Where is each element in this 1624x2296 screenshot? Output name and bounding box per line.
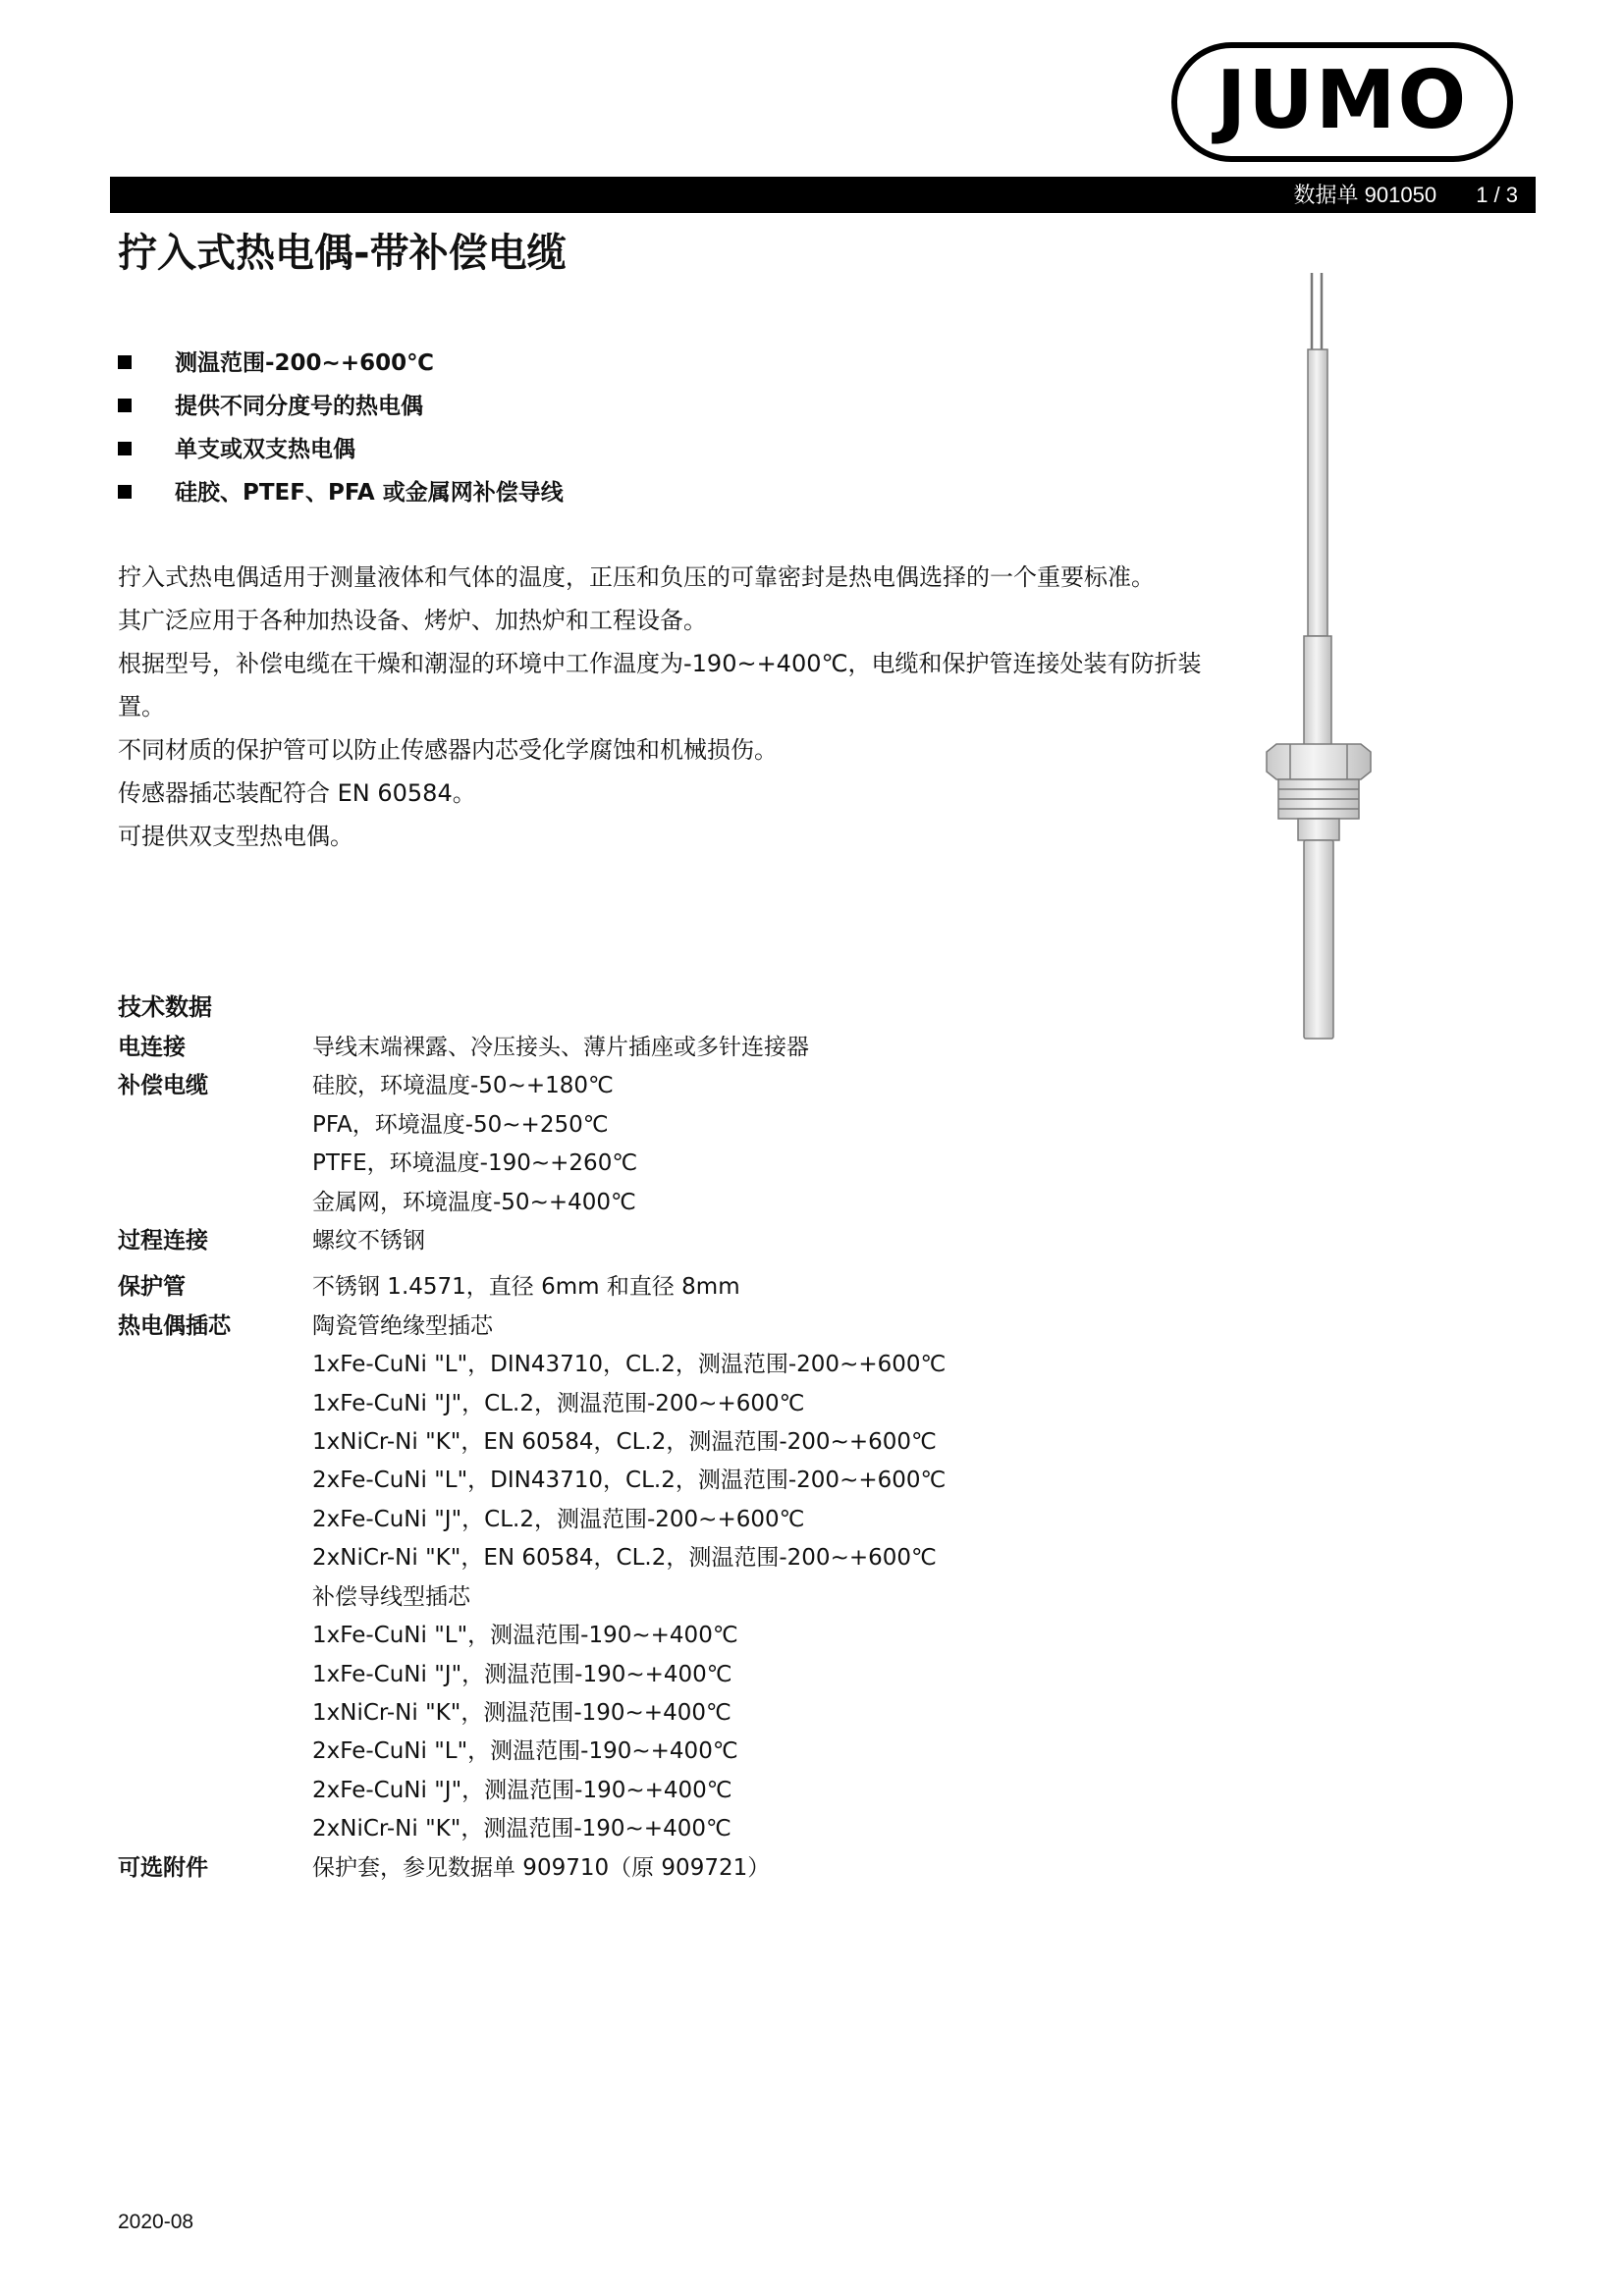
- intro-line: 置。: [118, 693, 165, 721]
- spec-value-line: 导线末端裸露、冷压接头、薄片插座或多针连接器: [312, 1035, 809, 1060]
- spec-value-line: 1xFe-CuNi "J"，测温范围-190~+400℃: [312, 1661, 732, 1687]
- feature-item: 单支或双支热电偶: [118, 428, 564, 471]
- spec-value-line: 1xNiCr-Ni "K"，测温范围-190~+400℃: [312, 1699, 731, 1726]
- feature-item: 测温范围-200~+600℃: [118, 342, 564, 385]
- intro-text: [118, 556, 1218, 858]
- spec-row: [118, 1067, 946, 1222]
- bullet-icon: [118, 355, 132, 369]
- spec-value: [312, 1222, 946, 1260]
- spec-row: [118, 1222, 946, 1260]
- intro-line: 根据型号，补偿电缆在干燥和潮湿的环境中工作温度为-190~+400℃，电缆和保护管连接处装有防折装: [118, 650, 1202, 677]
- footer-date: 2020-08: [118, 2211, 194, 2233]
- spec-row: [118, 1268, 946, 1307]
- spec-value-line: 1xFe-CuNi "L"，DIN43710，CL.2，测温范围-200~+600℃: [312, 1352, 947, 1378]
- spec-value-line: 2xNiCr-Ni "K"，测温范围-190~+400℃: [312, 1816, 731, 1842]
- spec-value-line: 陶瓷管绝缘型插芯: [312, 1312, 493, 1339]
- spec-value: [312, 1268, 946, 1307]
- spec-value-line: 螺纹不锈钢: [312, 1228, 425, 1255]
- thermocouple-illustration: [1257, 273, 1384, 1058]
- spec-value: [312, 1849, 946, 1888]
- spec-value-line: 2xFe-CuNi "L"，测温范围-190~+400℃: [312, 1738, 738, 1765]
- bullet-icon: [118, 399, 132, 412]
- header-bar: [110, 177, 1536, 213]
- intro-line: 拧入式热电偶适用于测量液体和气体的温度，正压和负压的可靠密封是热电偶选择的一个重要标准。: [118, 563, 1155, 591]
- spec-row: [118, 1308, 946, 1849]
- spec-gap: [118, 1260, 946, 1268]
- spec-label: 补偿电缆: [118, 1073, 208, 1099]
- data-sheet-number: 数据单 901050: [1293, 183, 1437, 207]
- spec-table: [118, 1029, 946, 1888]
- bullet-icon: [118, 442, 132, 455]
- feature-list: [118, 342, 564, 514]
- feature-item: 硅胶、PTEF、PFA 或金属网补偿导线: [118, 471, 564, 514]
- spec-value: [312, 1067, 946, 1222]
- spec-label: 可选附件: [118, 1854, 208, 1881]
- spec-value-line: 2xFe-CuNi "L"，DIN43710，CL.2，测温范围-200~+600℃: [312, 1468, 947, 1494]
- spec-value-line: 1xFe-CuNi "L"，测温范围-190~+400℃: [312, 1623, 738, 1649]
- spec-value-line: PFA，环境温度-50~+250℃: [312, 1111, 609, 1138]
- spec-value-line: PTFE，环境温度-190~+260℃: [312, 1150, 638, 1177]
- protection-tube: [1304, 840, 1333, 1039]
- spec-value-line: 1xFe-CuNi "J"，CL.2，测温范围-200~+600℃: [312, 1390, 805, 1416]
- intro-line: 其广泛应用于各种加热设备、烤炉、加热炉和工程设备。: [118, 607, 707, 634]
- intro-line: 不同材质的保护管可以防止传感器内芯受化学腐蚀和机械损伤。: [118, 736, 778, 764]
- compensating-cable: [1308, 349, 1327, 636]
- page-number: 1 / 3: [1476, 183, 1518, 207]
- jumo-logo: [1170, 41, 1514, 163]
- intro-line: 传感器插芯装配符合 EN 60584。: [118, 779, 476, 807]
- spec-value-line: 不锈钢 1.4571，直径 6mm 和直径 8mm: [312, 1274, 740, 1301]
- spec-value-line: 1xNiCr-Ni "K"，EN 60584，CL.2，测温范围-200~+600℃: [312, 1429, 937, 1456]
- spec-value-line: 2xFe-CuNi "J"，CL.2，测温范围-200~+600℃: [312, 1506, 805, 1532]
- spec-label: 保护管: [118, 1274, 186, 1301]
- hex-nut: [1267, 744, 1371, 779]
- spec-value: [312, 1308, 946, 1849]
- spec-row: [118, 1029, 946, 1067]
- spec-value-line: 2xFe-CuNi "J"，测温范围-190~+400℃: [312, 1777, 732, 1803]
- kink-protection: [1304, 636, 1331, 754]
- spec-value-line: 补偿导线型插芯: [312, 1583, 470, 1610]
- spec-value: [312, 1029, 946, 1067]
- spec-label: 电连接: [118, 1035, 186, 1060]
- spec-label: 热电偶插芯: [118, 1312, 231, 1339]
- spec-value-line: 金属网，环境温度-50~+400℃: [312, 1189, 636, 1215]
- intro-line: 可提供双支型热电偶。: [118, 823, 353, 850]
- page-title: 拧入式热电偶-带补偿电缆: [118, 231, 567, 276]
- bullet-icon: [118, 485, 132, 499]
- spec-row: [118, 1849, 946, 1888]
- tech-data-heading: 技术数据: [118, 993, 212, 1021]
- svg-text:JUMO: JUMO: [1216, 54, 1469, 147]
- collar: [1298, 819, 1339, 840]
- spec-label: 过程连接: [118, 1228, 208, 1255]
- feature-item: 提供不同分度号的热电偶: [118, 385, 564, 428]
- spec-value-line: 保护套，参见数据单 909710（原 909721）: [312, 1854, 771, 1881]
- sheet-info: [1261, 177, 1518, 213]
- spec-value-line: 硅胶，环境温度-50~+180℃: [312, 1073, 614, 1099]
- spec-value-line: 2xNiCr-Ni "K"，EN 60584，CL.2，测温范围-200~+600℃: [312, 1545, 937, 1572]
